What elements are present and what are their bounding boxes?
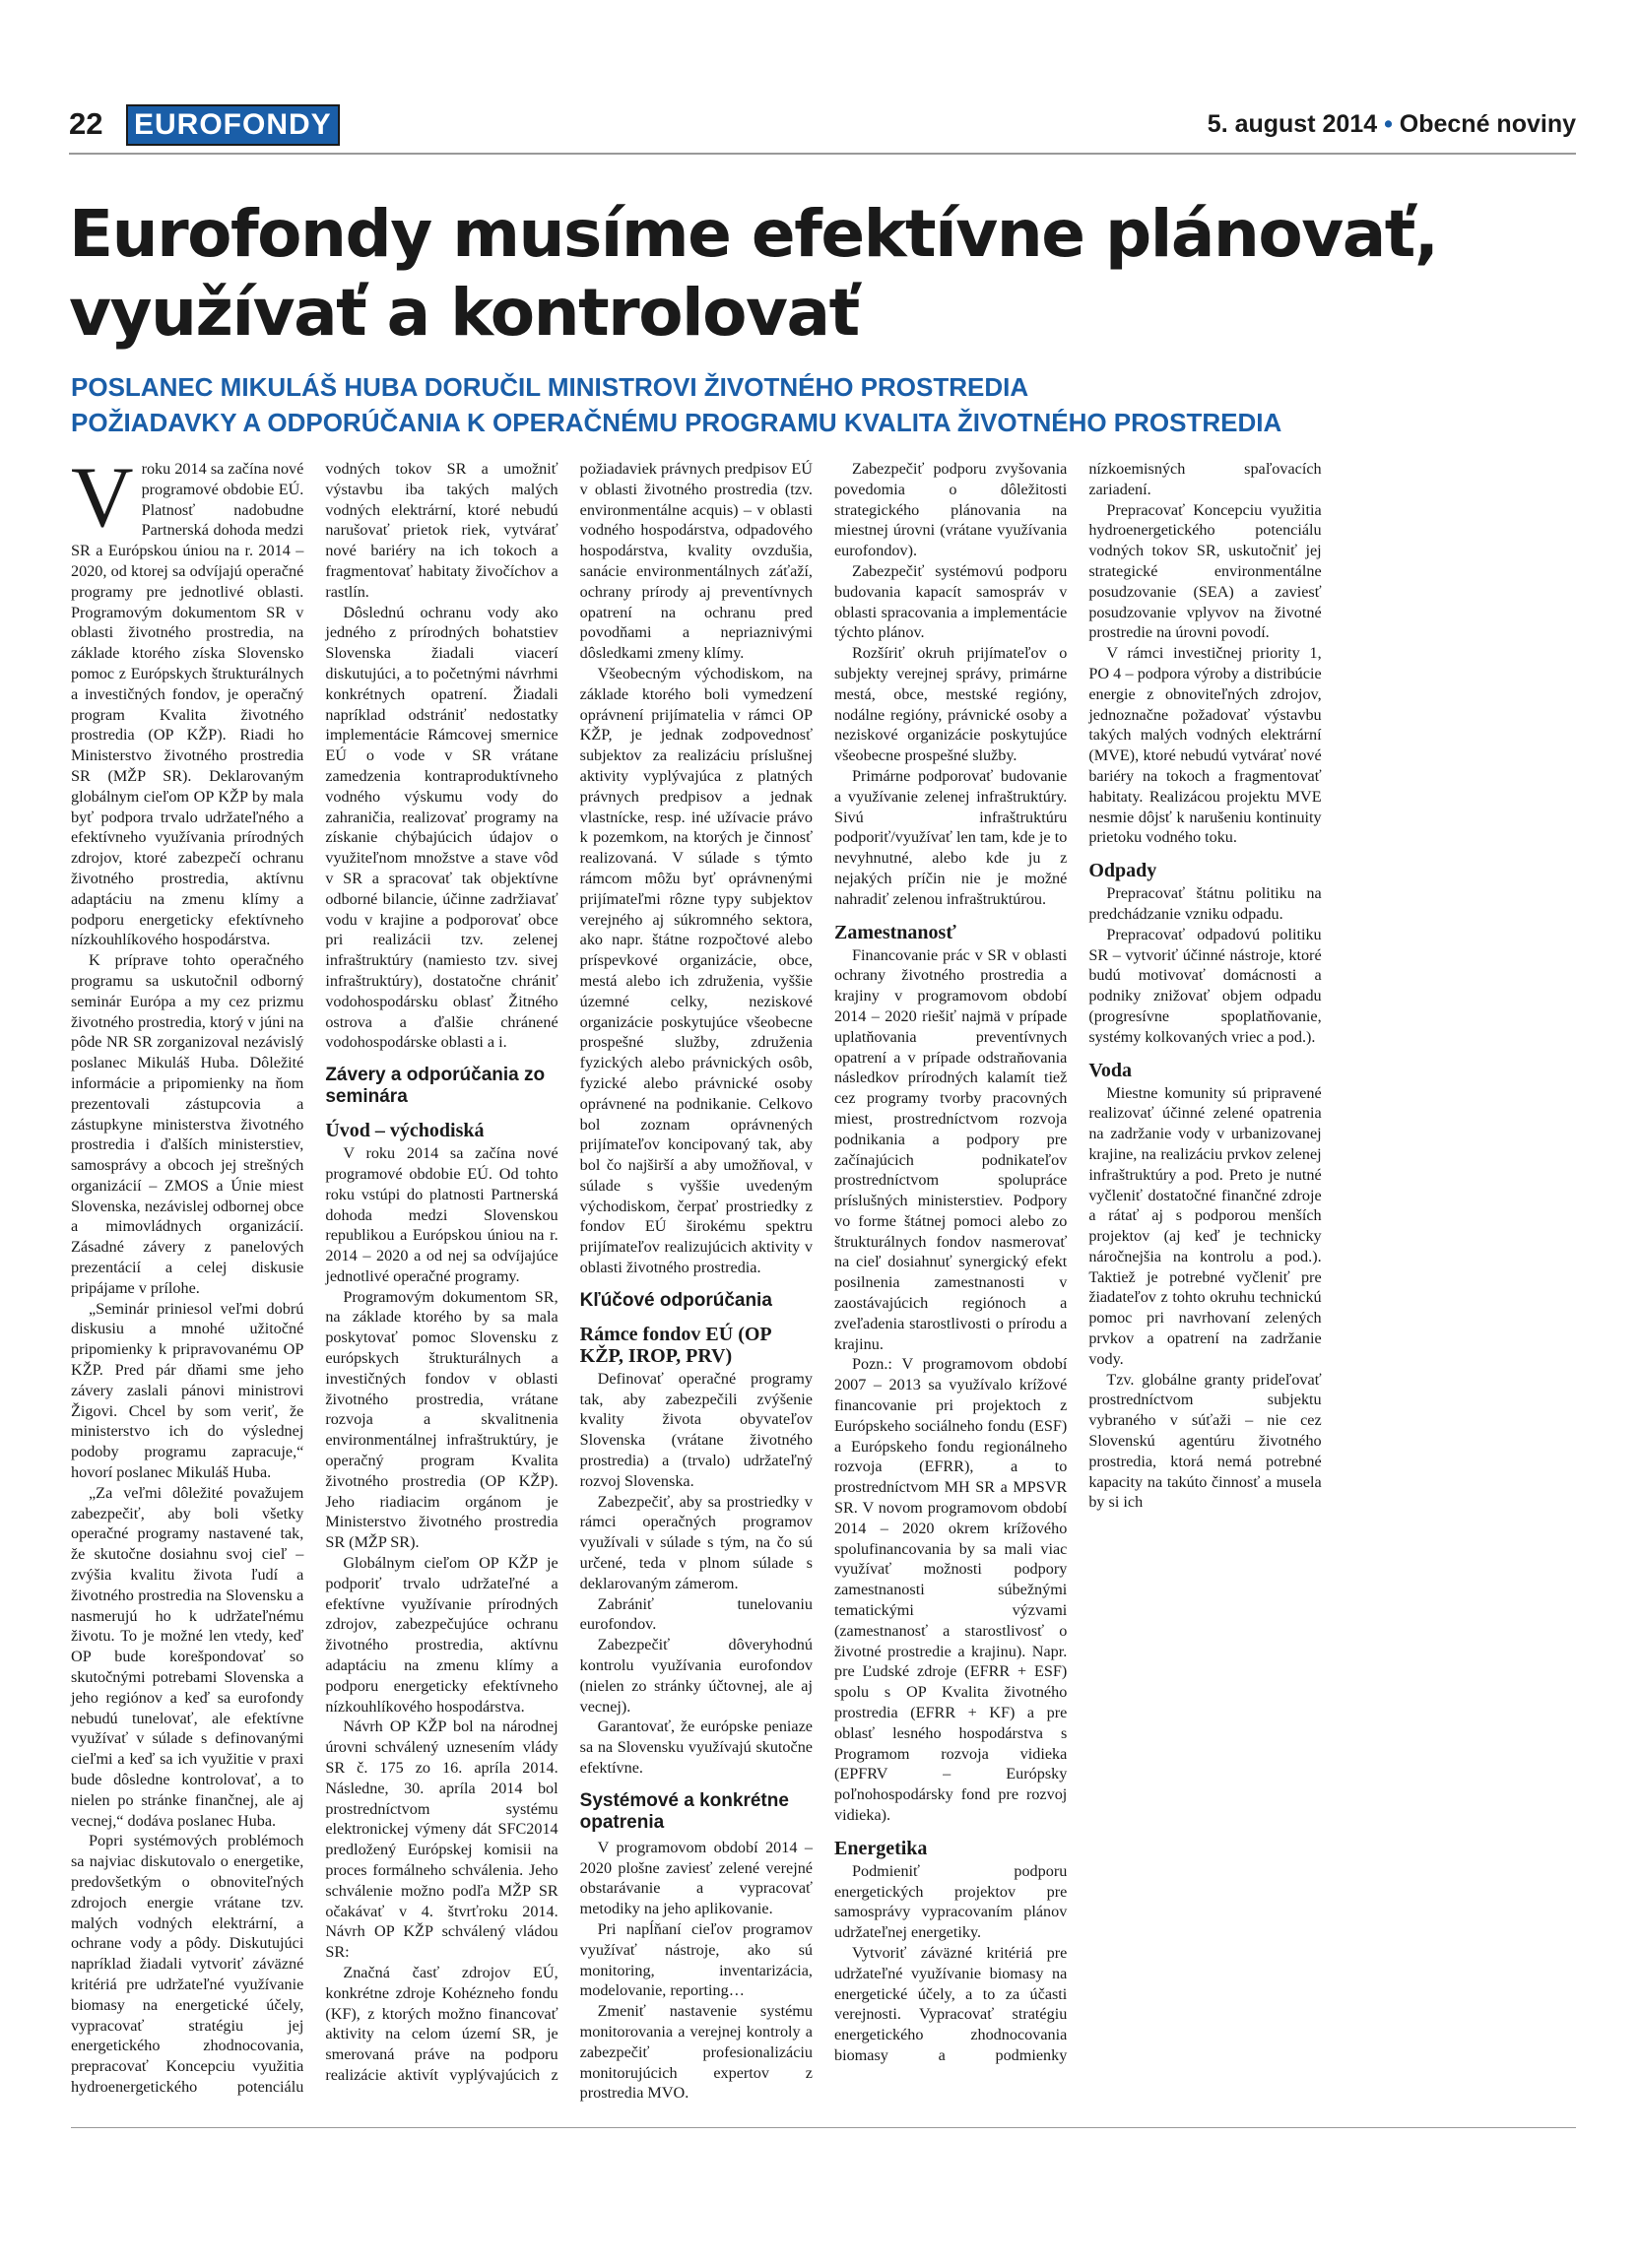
paragraph: Financovanie prác v SR v oblasti ochrany životného prostredia a krajiny v programovom období 2014 – 2020 riešiť najmä v prípade uplatňovania preventívnych opatrení a v prípade odstraňovania následkov prírodných kalamít tiež cez programy tvorby pracovných miest, prostredníctvom rozvoja podnikania a podpory pre začínajúcich podnikateľov prostredníctvom spolupráce príslušných ministerstiev. Podpory vo forme štátnej pomoci alebo zo štrukturálnych fondov nasmerovať na cieľ dosiahnuť synergický efekt posilnenia zamestnanosti v zaostávajúcich regiónoch a zveľadenia starostlivosti o prírodu a krajinu.: [833, 945, 1068, 1353]
paragraph: Definovať operačné programy tak, aby zabezpečili zvýšenie kvality života obyvateľov Slovenska (vrátane životného prostredia) a (trvalo) udržateľný rozvoj Slovenska.: [579, 1369, 813, 1490]
paragraph: Zabezpečiť, aby sa prostriedky v rámci operačných programov využívali v súlade s tým, na čo sú určené, teda v plnom súlade s deklarovaným zámerom.: [579, 1492, 813, 1592]
section-heading-uvod: Úvod – východiská: [325, 1120, 485, 1142]
paragraph: Vytvoriť záväzné kritériá pre udržateľné využívanie biomasy na energetické účely, a to za účasti verejnosti. Vypracovať stratégiu energetického zhodnocovania biomasy a podmienky nízkoemisných spaľovacích zariadení.: [833, 460, 1322, 2064]
paragraph: Prepracovať Koncepciu využitia hydroenergetického potenciálu vodných tokov SR, uskutočniť jej strategické environmentálne posudzovanie (SEA) a zaviesť posudzovanie vplyvov na životné prostredie na úrovni povodí.: [1088, 500, 1322, 642]
paragraph: Pozn.: V programovom období 2007 – 2013 sa využívalo krížové financovanie pri projektoch z Európskeho sociálneho fondu (ESF) a Európskeho fondu regionálneho rozvoja (EFRR), a to prostredníctvom MH SR a MPSVR SR. V novom programovom období 2014 – 2020 okrem krížového spolufinancovania by sa mali viac využívať možnosti podpory zamestnanosti súbežnými tematickými výzvami (zamestnanosť a starostlivosť o životné prostredie a krajinu). Napr. pre Ľudské zdroje (EFRR + ESF) spolu s OP Kvalita životného prostredia (EFRR + KF) a pre oblasť lesného hospodárstva s Programom rozvoja vidieka (EPFRV – Európsky poľnohospodársky fond pre rozvoj vidieka).: [833, 1355, 1068, 1824]
paragraph: Podmieniť podporu energetických projektov pre samosprávy vypracovaním plánov udržateľnej energetiky.: [833, 1861, 1068, 1942]
paragraph: Návrh OP KŽP bol na národnej úrovni schválený uznesením vlády SR č. 175 zo 16. apríla 2014. Následne, 30. apríla 2014 bol prostredníctvom systému elektronickej výmeny dát SFC2014 predložený Európskej komisii na proces formálneho schválenia. Jeho schválenie možno podľa MŽP SR očakávať v 4. štvrťroku 2014. Návrh OP KŽP schválený vládou SR:: [325, 1717, 558, 1962]
page-number: 22: [69, 106, 103, 141]
paragraph: Prepracovať štátnu politiku na predchádzanie vzniku odpadu.: [1088, 884, 1322, 923]
paragraph: Programovým dokumentom SR, na základe ktorého by sa mala poskytovať pomoc Slovensku z európskych štrukturálnych a investičných fondov v oblasti životného prostredia, vrátane rozvoja a skvalitnenia environmentálnej infraštruktúry, je operačný program Kvalita životného prostredia (OP KŽP). Jeho riadiacim orgánom je Ministerstvo životného prostredia SR (MŽP SR).: [325, 1287, 558, 1552]
section-heading-ramce: Rámce fondov EÚ (OP KŽP, IROP, PRV): [579, 1323, 771, 1367]
paragraph: Dôslednú ochranu vody ako jedného z prírodných bohatstiev Slovenska žiadali viacerí diskutujúci, a to početnými návrhmi konkrétnych opatrení. Žiadali napríklad odstrániť nedostatky implementácie Rámcovej smernice EÚ o vode v SR vrátane zamedzenia kontraproduktívneho vodného výskumu vody do zahraničia, realizovať programy na získanie chýbajúcich údajov o využiteľnom množstve a stave vôd v SR a spracovať tak objektívne odborné bilancie, účinne zadržiavať vodu v krajine a podporovať obce pri realizácii tzv. zelenej infraštruktúry (namiesto tzv. sivej infraštruktúry), dostatočne chrániť vodohospodársku oblasť Žitného ostrova a ďalšie chránené vodohospodárske oblasti a i.: [325, 603, 558, 1052]
paragraph: Zabezpečiť dôveryhodnú kontrolu využívania eurofondov (nielen zo stránky účtovnej, ale aj vecnej).: [579, 1636, 813, 1716]
issue-info: [1208, 110, 1576, 139]
section-heading-energetika: Energetika: [833, 1837, 928, 1859]
bottom-rule: [71, 2127, 1576, 2128]
paragraph: Zabrániť tunelovaniu eurofondov.: [579, 1594, 813, 1634]
paragraph: V roku 2014 sa začína nové programové obdobie EÚ. Od tohto roku vstúpi do platnosti Partnerská dohoda medzi Slovenskou republikou a Európskou úniou na r. 2014 – 2020 a od nej sa odvíjajúce jednotlivé operačné programy.: [325, 1144, 558, 1285]
paragraph: V rámci investičnej priority 1, PO 4 – podpora výroby a distribúcie energie z obnoviteľných zdrojov, jednoznačne požadovať výstavbu takých malých vodných elektrární (MVE), ktoré nebudú vytvárať nové bariéry na tokoch a fragmentovať habitaty. Realizácou projektu MVE nesmie dôjsť k narušeniu kontinuity prietoku vodného toku.: [1088, 644, 1322, 847]
paragraph: Tzv. globálne granty prideľovať prostredníctvom subjektu vybraného v súťaži – nie cez Slovenskú agentúru životného prostredia, ktorá nemá potrebné kapacity na takúto činnosť a musela by si ich: [1088, 1370, 1322, 1512]
article-headline: Eurofondy musíme efektívne plánovať, využívať a kontrolovať: [69, 196, 1438, 351]
paragraph: Globálnym cieľom OP KŽP je podporiť trvalo udržateľné a efektívne využívanie prírodných zdrojov, zabezpečujúce ochranu životného prostredia, aktívnu adaptáciu na zmenu klímy a podporu energeticky efektívneho nízkouhlíkového hospodárstva.: [325, 1554, 558, 1716]
issue-date: 5. august 2014: [1207, 110, 1378, 138]
paragraph: Popri systémových problémoch sa najviac diskutovalo o energetike, predovšetkým o obnoviteľných zdrojoch energie vrátane tzv. malých vodných elektrární, a ochrane vody a pôdy. Diskutujúci napríklad žiadali vytvoriť záväzné kritériá pre udržateľné využívanie biomasy na energetické účely, vypracovať stratégiu jej energetického zhodnocovania, prepracovať Koncepciu využitia hydroenergetického potenciálu vodných tokov SR a umožniť výstavbu iba takých malých vodných elektrární, ktoré nebudú narušovať prietok riek, vytvárať nové bariéry na ich tokoch a fragmentovať habitaty živočíchov a rastlín.: [71, 460, 558, 2096]
paragraph: Prepracovať odpadovú politiku SR – vytvoriť účinné nástroje, ktoré budú motivovať domácnosti a podniky znižovať objem odpadu (progresívne spoplatňovanie, systémy kolkovaných vriec a pod.).: [1088, 925, 1322, 1046]
paragraph: „Za veľmi dôležité považujem zabezpečiť, aby boli všetky operačné programy nastavené tak, že skutočne dosiahnu svoj cieľ – zvýšia kvalitu života ľudí a životného prostredia na Slovensku a nasmerujú ho k udržateľnému životu. To je možné len vtedy, keď OP bude korešpondovať so skutočnými potrebami Slovenska a jeho regiónov a keď sa eurofondy nebudú tunelovať, ale efektívne využívať v súlade s definovanými cieľmi a keď sa ich využitie v praxi bude dôsledne kontrolovať, a to nielen po stránke finančnej, ale aj vecnej,“ dodáva poslanec Huba.: [71, 1483, 304, 1830]
paragraph: V programovom období 2014 – 2020 plošne zaviesť zelené verejné obstarávanie a vypracovať metodiky na jeho aplikovanie.: [579, 1838, 813, 1918]
paragraph: Pri napĺňaní cieľov programov využívať nástroje, ako sú monitoring, inventarizácia, modelovanie, reporting…: [579, 1920, 813, 2000]
article-subhead: [71, 369, 1588, 440]
paragraph: Zabezpečiť podporu zvyšovania povedomia o dôležitosti strategického plánovania na miestnej úrovni (vrátane využívania eurofondov).: [833, 460, 1068, 560]
paragraph: Miestne komunity sú pripravené realizovať účinné zelené opatrenia na zadržanie vody v urbanizovanej krajine, na realizáciu prvkov zelenej infraštruktúry a pod. Preto je nutné vyčleniť dostatočné finančné zdroje a rátať aj s podporou menších projektov (aj keď je technicky náročnejšia na kontrolu a pod.). Taktiež je potrebné vyčleniť pre žiadateľov z tohto okruhu technickú pomoc pri navrhovaní zelených prvkov a opatrení na zadržanie vody.: [1088, 1083, 1322, 1368]
paragraph: Zabezpečiť systémovú podporu budovania kapacít samospráv v oblasti spracovania a implementácie týchto plánov.: [833, 561, 1068, 642]
subhead-line-1: POSLANEC MIKULÁŠ HUBA DORUČIL MINISTROVI ŽIVOTNÉHO PROSTREDIA: [71, 372, 1029, 402]
section-label: EUROFONDY: [126, 104, 340, 146]
paragraph: Všeobecným východiskom, na základe ktorého boli vymedzení oprávnení prijímatelia v rámci OP KŽP, je jednak zodpovednosť subjektov za realizáciu príslušnej aktivity vyplývajúca z platných právnych predpisov a jednak vlastnícke, resp. iné užívacie právo k pozemkom, na ktorých je činnosť realizovaná. V súlade s týmto rámcom môžu byť oprávnenými prijímateľmi rôzne typy subjektov verejného aj súkromného sektora, ako napr. štátne rozpočtové alebo príspevkové organizácie, obce, mestá alebo ich združenia, vyššie územné celky, neziskové organizácie poskytujúce všeobecne prospešné služby, združenia fyzických alebo právnických osôb, fyzické alebo právnické osoby oprávnené na podnikanie. Celkovo bol zoznam oprávnených prijímateľov koncipovaný tak, aby bol čo najširší a aby umožňoval, v súlade s vyššie uvedeným východiskom, čerpať prostriedky z fondov EÚ širokému spektru prijímateľov realizujúcich aktivity v oblasti životného prostredia.: [579, 664, 813, 1277]
paragraph: [71, 450, 304, 950]
header-rule: [69, 153, 1576, 155]
paragraph: Garantovať, že európske peniaze sa na Slovensku využívajú skutočne efektívne.: [579, 1717, 813, 1778]
page-header: [69, 104, 1576, 146]
section-heading-voda: Voda: [1088, 1059, 1133, 1081]
section-heading-odpady: Odpady: [1088, 860, 1157, 882]
paragraph: K príprave tohto operačného programu sa uskutočnil odborný seminár Európa a my cez prizmu životného prostredia, ktorý v júni na pôde NR SR zorganizoval nezávislý poslanec Mikuláš Huba. Dôležité informácie a pripomienky na ňom prezentovali zástupcovia a zástupkyne ministerstva životného prostredia i ďalších ministerstiev, samosprávy a obcoch jej strešných organizácií – ZMOS a Únie miest Slovenska, nezávislej odbornej obce a mimovládnych organizácií. Zásadné závery z panelových prezentácií a celej diskusie pripájame v prílohe.: [71, 951, 304, 1297]
dropcap: V: [71, 450, 134, 546]
paragraph: „Seminár priniesol veľmi dobrú diskusiu a mnohé užitočné pripomienky k pripravovanému OP KŽP. Pred pár dňami sme jeho závery zaslali pánovi ministrovi Žigovi. Chcel by som veriť, že ministerstvo ich do výslednej podoby programu zapracuje,“ hovorí poslanec Mikuláš Huba.: [71, 1299, 304, 1482]
section-heading-klucove: Kľúčové odporúčania: [579, 1289, 772, 1311]
paragraph: Primárne podporovať budovanie a využívanie zelenej infraštruktúry. Sivú infraštruktúru podporiť/využívať len tam, kde je to nevyhnutné, alebo kde ju z nejakých príčin nie je možné nahradiť zelenou infraštruktúrou.: [833, 766, 1068, 908]
newspaper-name: Obecné noviny: [1399, 110, 1576, 138]
section-heading-systemove: Systémové a konkrétne opatrenia: [579, 1789, 789, 1833]
section-heading-zamestnanost: Zamestnanosť: [833, 921, 956, 943]
paragraph-text: roku 2014 sa začína nové programové obdobie EÚ. Platnosť nadobudne Partnerská dohoda medzi SR a Európskou úniou na r. 2014 – 2020, od ktorej sa odvíjajú operačné programy pre jednotlivé oblasti. Programovým dokumentom SR v oblasti životného prostredia, na základe ktorého získa Slovensko pomoc z Európskych štrukturálnych a investičných fondov, je operačný program Kvalita životného prostredia (OP KŽP). Riadi ho Ministerstvo životného prostredia SR (MŽP SR). Deklarovaným globálnym cieľom OP KŽP by mala byť podpora trvalo udržateľného a efektívneho využívania prírodných zdrojov, ktoré zabezpečí ochranu životného prostredia, aktívnu adaptáciu na zmenu klímy a podporu energeticky efektívneho nízkouhlíkového hospodárstva.: [71, 460, 304, 949]
paragraph: Značná časť zdrojov EÚ, konkrétne zdroje Kohézneho fondu (KF), z ktorých možno financovať aktivity na celom území SR, je smerovaná práve na podporu realizácie aktivít vyplývajúcich z požiadaviek právnych predpisov EÚ v oblasti životného prostredia (tzv. environmentálne acquis) – v oblasti vodného hospodárstva, odpadového hospodárstva, kvality ovzdušia, sanácie environmentálnych záťaží, ochrany prírody aj preventívnych opatrení na ochranu pred povodňami a nepriaznivými dôsledkami zmeny klímy.: [325, 460, 813, 2084]
separator-dot: •: [1384, 110, 1393, 138]
section-heading-zavery: Závery a odporúčania zo seminára: [325, 1065, 546, 1108]
paragraph: Rozšíriť okruh prijímateľov o subjekty verejnej správy, primárne mestá, obce, mestské regióny, nodálne regióny, právnické osoby a neziskové organizácie poskytujúce všeobecne prospešné služby.: [833, 644, 1068, 765]
subhead-line-2: POŽIADAVKY A ODPORÚČANIA K OPERAČNÉMU PROGRAMU KVALITA ŽIVOTNÉHO PROSTREDIA: [71, 408, 1282, 437]
article-body: [71, 450, 1576, 2106]
paragraph: Zmeniť nastavenie systému monitorovania a verejnej kontroly a zabezpečiť profesionalizáciu monitorujúcich expertov z prostredia MVO.: [579, 2002, 813, 2103]
